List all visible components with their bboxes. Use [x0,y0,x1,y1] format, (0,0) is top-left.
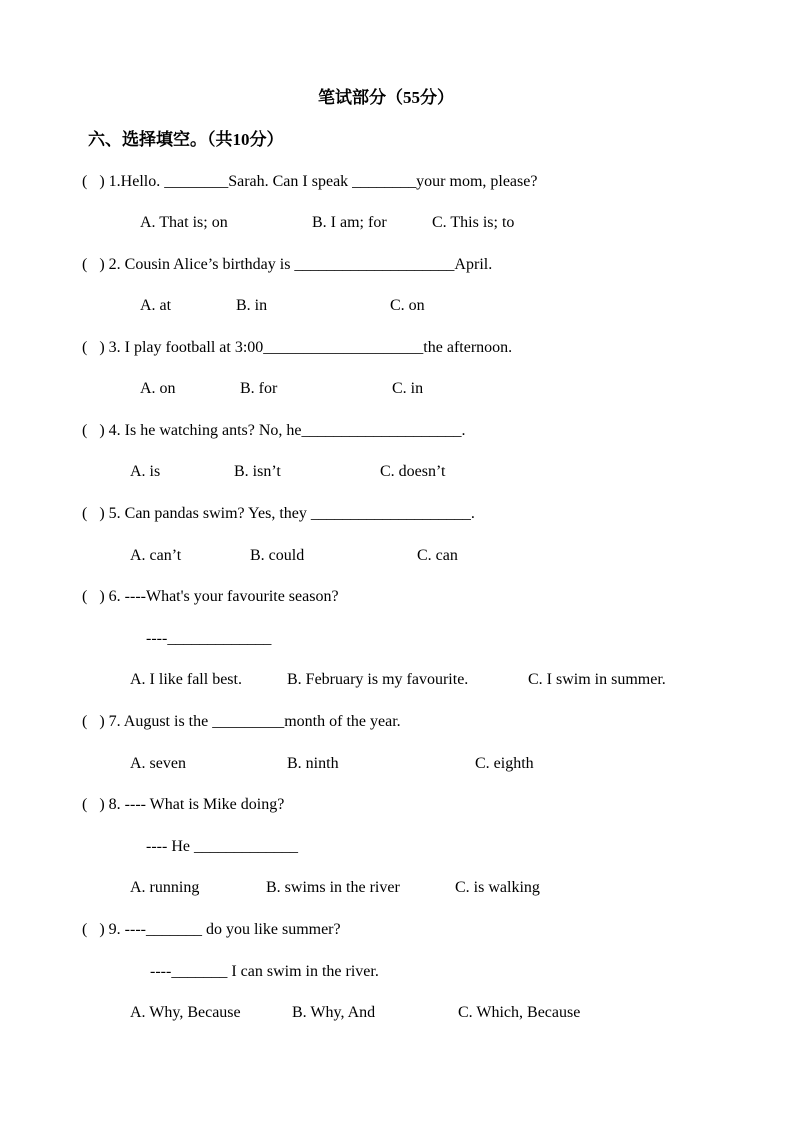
question-1-option-c: C. This is; to [432,214,515,231]
question-8-option-b: B. swims in the river [266,879,400,896]
question-8-stem: ( ) 8. ---- What is Mike doing? [82,796,285,813]
question-7-option-c: C. eighth [475,755,534,772]
question-2-option-b: B. in [236,297,268,314]
question-4-stem: ( ) 4. Is he watching ants? No, he____________________. [82,422,466,439]
question-6-stem: ( ) 6. ----What's your favourite season? [82,588,339,605]
question-5-option-a: A. can’t [130,547,182,564]
question-3-option-a: A. on [140,380,176,397]
question-7-option-a: A. seven [130,755,186,772]
question-2-stem: ( ) 2. Cousin Alice’s birthday is ____________________April. [82,256,493,273]
question-7-option-b: B. ninth [287,755,339,772]
page-title: 笔试部分（55分） [318,88,454,107]
section-heading: 六、选择填空。（共10分） [88,130,284,149]
question-9-option-c: C. Which, Because [458,1004,581,1021]
question-9-stem: ( ) 9. ----_______ do you like summer? [82,921,341,938]
question-6-option-a: A. I like fall best. [130,671,242,688]
question-5-stem: ( ) 5. Can pandas swim? Yes, they ____________________. [82,505,475,522]
question-3-option-c: C. in [392,380,424,397]
question-1-option-a: A. That is; on [140,214,228,231]
question-5-option-c: C. can [417,547,458,564]
question-4-option-a: A. is [130,463,161,480]
question-1-stem: ( ) 1.Hello. ________Sarah. Can I speak ________your mom, please? [82,173,538,190]
question-6-option-b: B. February is my favourite. [287,671,469,688]
question-9-answer-line: ----_______ I can swim in the river. [150,963,379,980]
question-7-stem: ( ) 7. August is the _________month of the year. [82,713,401,730]
question-6-option-c: C. I swim in summer. [528,671,666,688]
question-3-stem: ( ) 3. I play football at 3:00____________________the afternoon. [82,339,513,356]
question-1-option-b: B. I am; for [312,214,387,231]
question-4-option-b: B. isn’t [234,463,281,480]
question-9-option-b: B. Why, And [292,1004,376,1021]
question-5-option-b: B. could [250,547,305,564]
question-6-answer-line: ----_____________ [146,630,272,647]
question-9-option-a: A. Why, Because [130,1004,241,1021]
question-2-option-c: C. on [390,297,425,314]
question-4-option-c: C. doesn’t [380,463,446,480]
question-2-option-a: A. at [140,297,172,314]
question-8-option-c: C. is walking [455,879,540,896]
question-3-option-b: B. for [240,380,278,397]
question-8-answer-line: ---- He _____________ [146,838,298,855]
question-8-option-a: A. running [130,879,200,896]
